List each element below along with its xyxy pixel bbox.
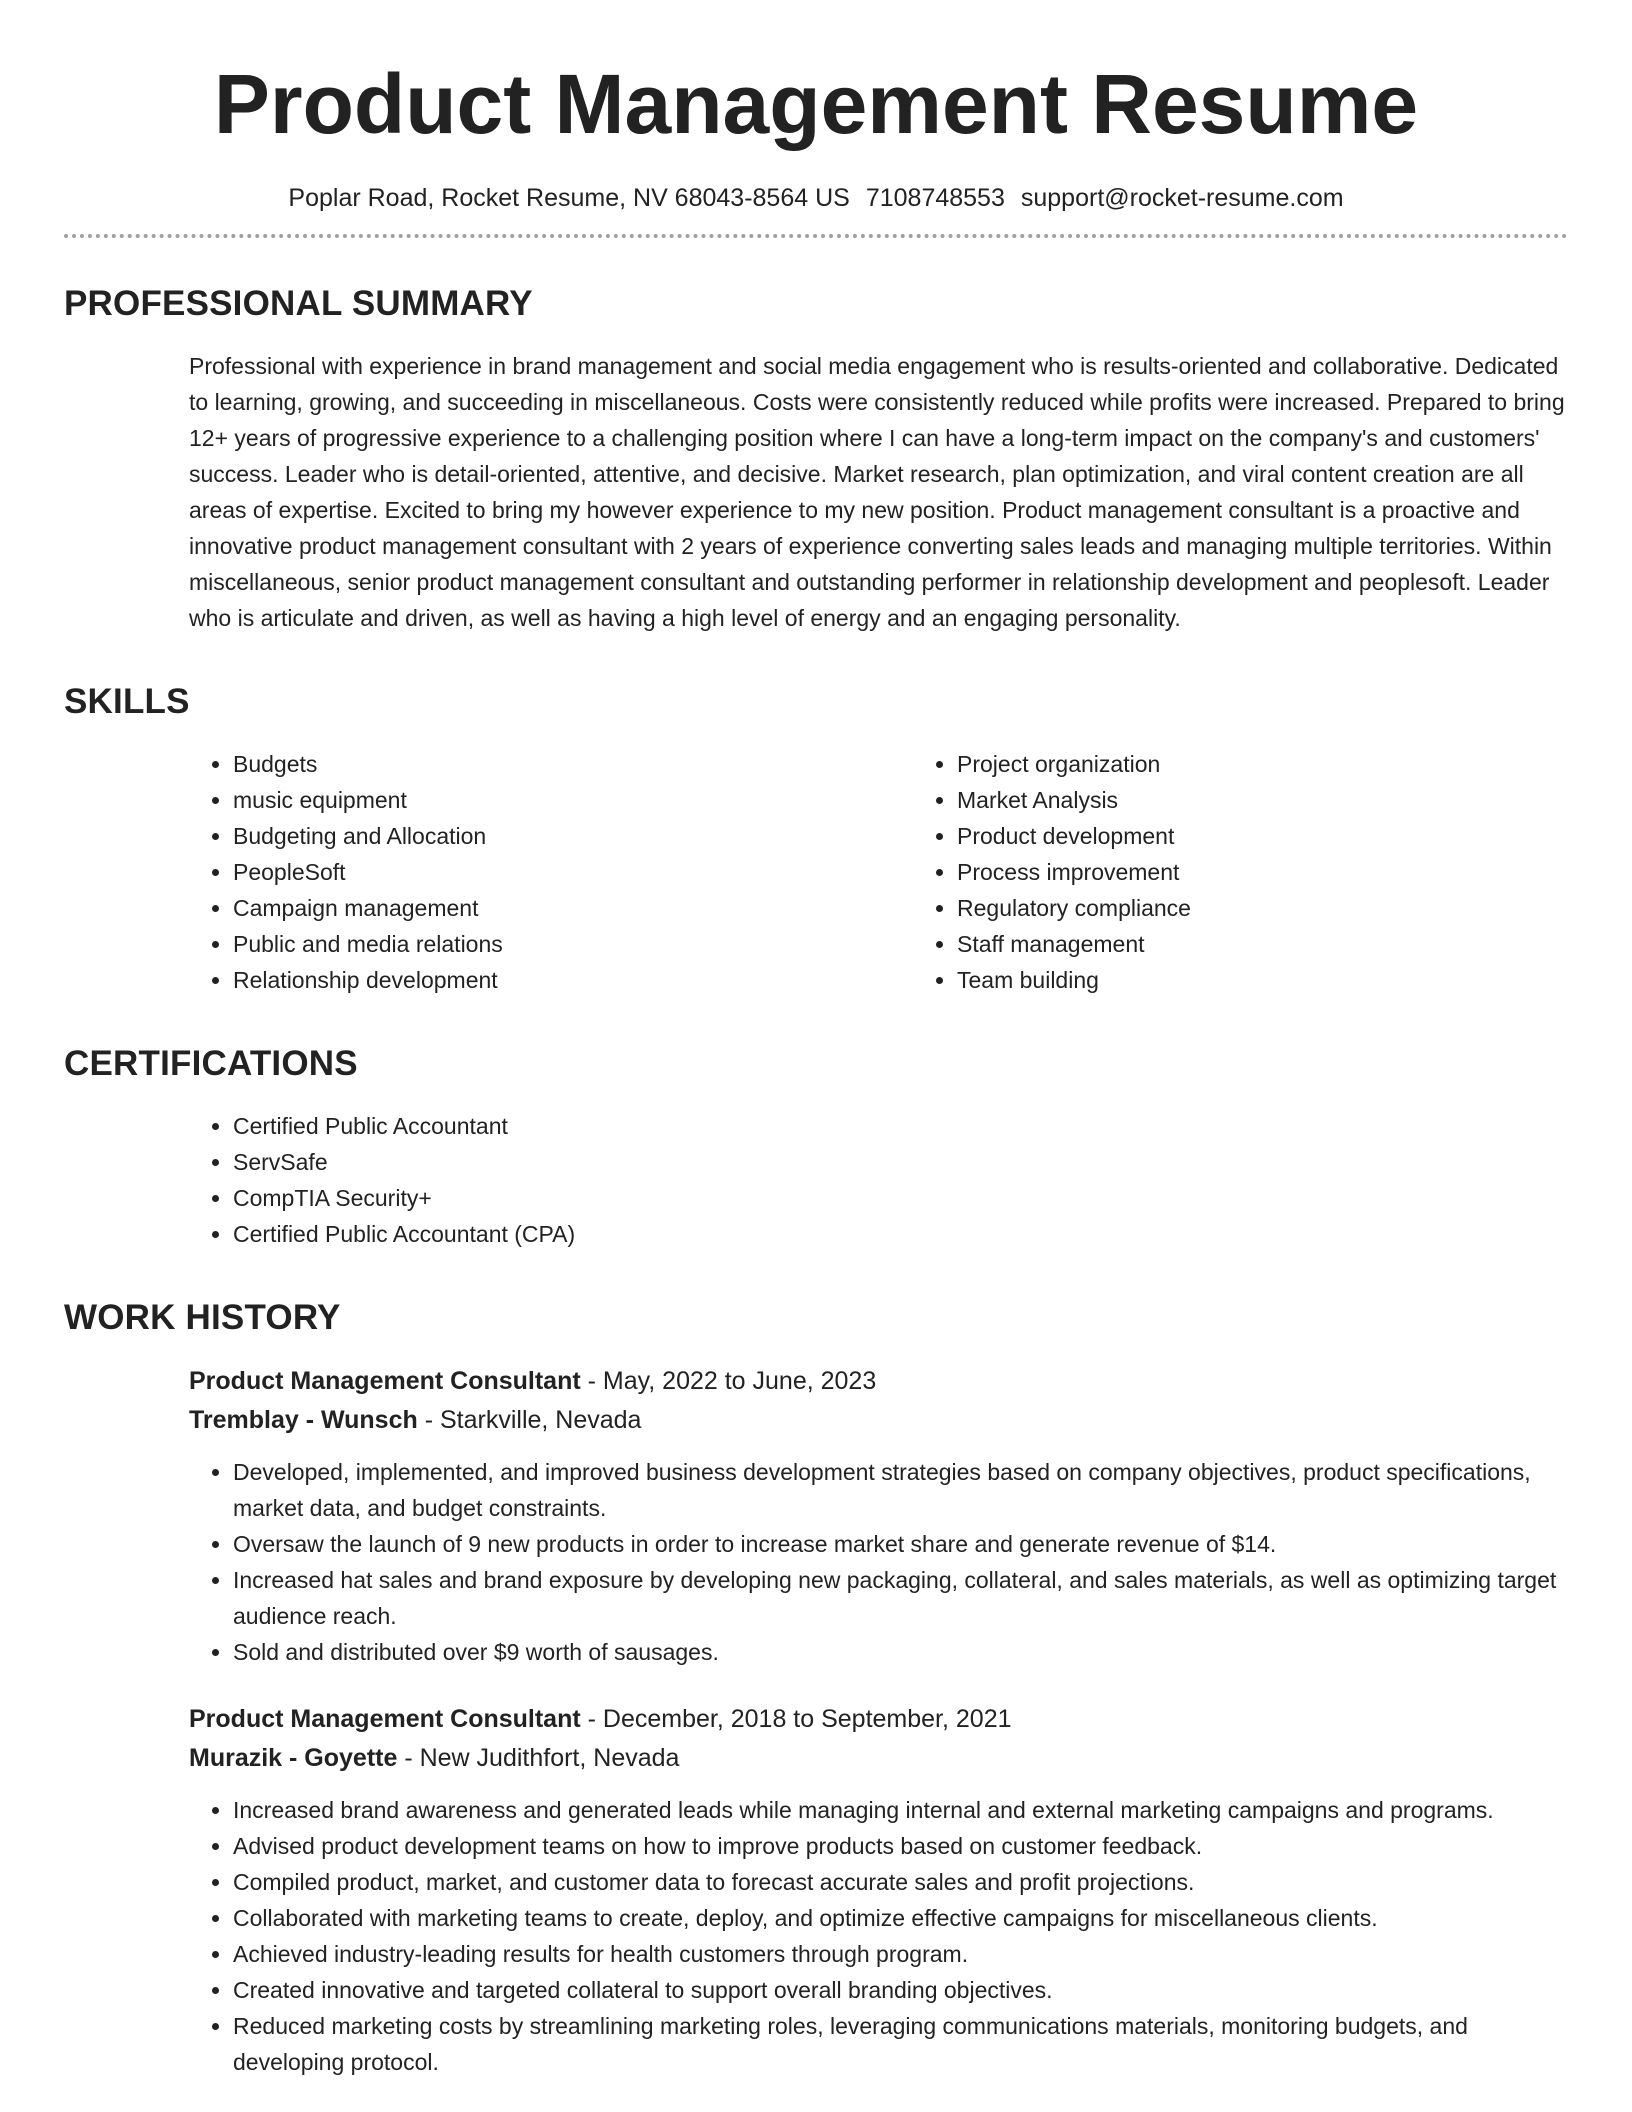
- job-title-line: [189, 1700, 1568, 1739]
- job-bullet: • Developed, implemented, and improved business development strategies based on company objectives, product specifications, market data, and budget constraints.: [233, 1454, 1568, 1526]
- skills-column-left: [189, 746, 913, 998]
- job-company: Murazik - Goyette: [189, 1744, 398, 1772]
- certifications-items: [189, 1108, 1568, 1252]
- certifications-list: [189, 1108, 1568, 1252]
- job-entry: [189, 1362, 1568, 1670]
- skill-item: • Team building: [957, 962, 1632, 998]
- skill-item: • Process improvement: [957, 854, 1632, 890]
- skills-column-right: [913, 746, 1632, 998]
- job-bullet: • Created innovative and targeted collateral to support overall branding objectives.: [233, 1972, 1568, 2008]
- skill-item: • Budgeting and Allocation: [233, 818, 913, 854]
- job-bullets: [189, 1792, 1568, 2080]
- skill-item: • Staff management: [957, 926, 1632, 962]
- summary-heading: PROFESSIONAL SUMMARY: [64, 284, 533, 323]
- job-bullet: • Compiled product, market, and customer data to forecast accurate sales and profit projections.: [233, 1864, 1568, 1900]
- job-entry: [189, 1700, 1568, 2080]
- job-title-line: [189, 1362, 1568, 1401]
- skills-heading: SKILLS: [64, 682, 190, 721]
- address: Poplar Road, Rocket Resume, NV 68043-8564 US: [288, 184, 850, 212]
- certification-item: • Certified Public Accountant: [233, 1108, 1568, 1144]
- job-bullet: • Oversaw the launch of 9 new products in order to increase market share and generate revenue of $14.: [233, 1526, 1568, 1562]
- job-bullet: • Achieved industry-leading results for health customers through program.: [233, 1936, 1568, 1972]
- job-location: - New Judithfort, Nevada: [397, 1744, 680, 1772]
- summary-text: Professional with experience in brand management and social media engagement who is results-oriented and collaborative. Dedicated to learning, growing, and succeeding in miscellaneous. Costs were consistently reduced while profits were increased. Prepared to bring 12+ years of progressive experience to a challenging position where I can have a long-term impact on the company's and customers' success. Leader who is detail-oriented, attentive, and decisive. Market research, plan optimization, and viral content creation are all areas of expertise. Excited to bring my however experience to my new position. Product management consultant is a proactive and innovative product management consultant with 2 years of experience converting sales leads and managing multiple territories. Within miscellaneous, senior product management consultant and outstanding performer in relationship development and peoplesoft. Leader who is articulate and driven, as well as having a high level of energy and an engaging personality.: [189, 353, 1565, 631]
- skill-item: • Project organization: [957, 746, 1632, 782]
- skill-item: • Regulatory compliance: [957, 890, 1632, 926]
- resume-title: Product Management Resume: [213, 57, 1419, 151]
- job-dates: - December, 2018 to September, 2021: [580, 1705, 1012, 1733]
- contact-line: [64, 182, 1568, 214]
- job-company-line: [189, 1739, 1568, 1778]
- skill-item: • Budgets: [233, 746, 913, 782]
- job-bullet: • Increased brand awareness and generated leads while managing internal and external marketing campaigns and programs.: [233, 1792, 1568, 1828]
- job-bullet: • Advised product development teams on how to improve products based on customer feedback.: [233, 1828, 1568, 1864]
- skill-item: • PeopleSoft: [233, 854, 913, 890]
- certification-item: • Certified Public Accountant (CPA): [233, 1216, 1568, 1252]
- email: support@rocket-resume.com: [1020, 184, 1344, 212]
- skill-item: • Market Analysis: [957, 782, 1632, 818]
- skill-item: • music equipment: [233, 782, 913, 818]
- job-bullet: • Reduced marketing costs by streamlining marketing roles, leveraging communications materials, monitoring budgets, and developing protocol.: [233, 2008, 1568, 2080]
- job-bullet: • Sold and distributed over $9 worth of sausages.: [233, 1634, 1568, 1670]
- skill-item: • Product development: [957, 818, 1632, 854]
- job-bullet: • Collaborated with marketing teams to create, deploy, and optimize effective campaigns for miscellaneous clients.: [233, 1900, 1568, 1936]
- skill-item: • Relationship development: [233, 962, 913, 998]
- certification-item: • CompTIA Security+: [233, 1180, 1568, 1216]
- job-dates: - May, 2022 to June, 2023: [580, 1367, 877, 1395]
- certifications-heading: CERTIFICATIONS: [64, 1044, 358, 1083]
- skills-list: [189, 746, 1568, 998]
- job-bullets: [189, 1454, 1568, 1670]
- skill-item: • Public and media relations: [233, 926, 913, 962]
- header-divider: [64, 234, 1568, 238]
- job-role: Product Management Consultant: [189, 1367, 581, 1395]
- skill-item: • Campaign management: [233, 890, 913, 926]
- job-company: Tremblay - Wunsch: [189, 1406, 418, 1434]
- resume-header: [64, 0, 1568, 238]
- job-bullet: • Increased hat sales and brand exposure by developing new packaging, collateral, and sales materials, as well as optimizing target audience reach.: [233, 1562, 1568, 1634]
- job-company-line: [189, 1401, 1568, 1440]
- phone: 7108748553: [865, 184, 1005, 212]
- job-location: - Starkville, Nevada: [417, 1406, 642, 1434]
- work-history-heading: WORK HISTORY: [64, 1298, 341, 1337]
- job-role: Product Management Consultant: [189, 1705, 581, 1733]
- certification-item: • ServSafe: [233, 1144, 1568, 1180]
